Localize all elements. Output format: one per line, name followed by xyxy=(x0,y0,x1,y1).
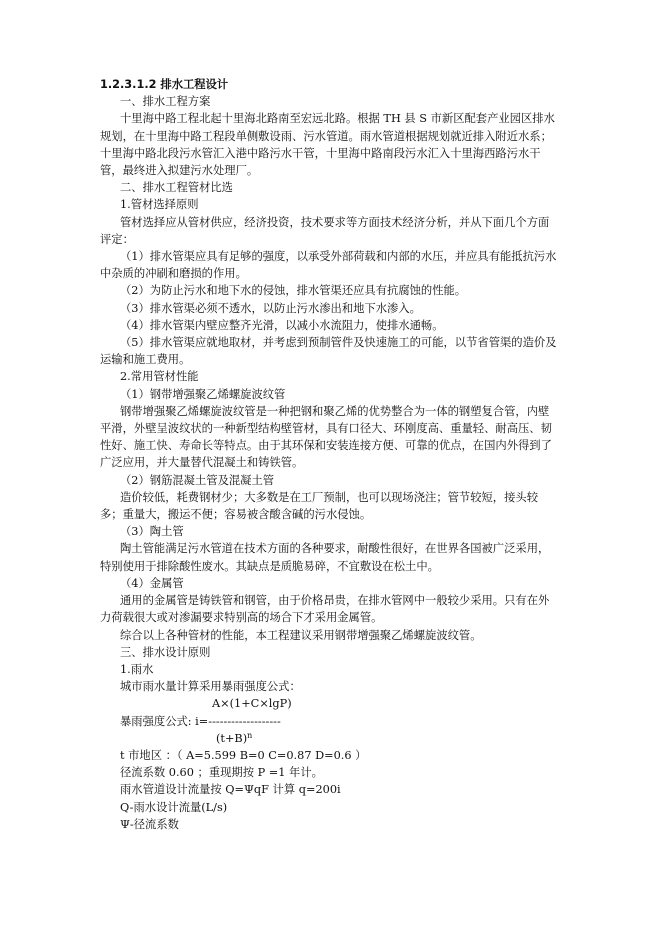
formula-exponent: n xyxy=(247,730,253,740)
material-3-title: （3）陶土管 xyxy=(120,525,184,539)
section-title: 1.2.3.1.2 排水工程设计 xyxy=(100,78,229,91)
parameter-line: t 市地区 ：（ A=5.599 B=0 C=0.87 D=0.6 ） xyxy=(120,748,367,762)
rain-intro: 城市雨水量计算采用暴雨强度公式： xyxy=(120,680,301,694)
heading-drainage-scheme: 一、排水工程方案 xyxy=(120,95,211,109)
q-definition: Q-雨水设计流量(L/s) xyxy=(120,800,228,814)
heading-design-principle: 三、排水设计原则 xyxy=(120,645,211,659)
material-2-text: 造价较低，耗费钢材少；大多数是在工厂预制，也可以现场浇注；管节较短，接头较多；重量大，搬运不便；容易被含酸含碱的污水侵蚀。 xyxy=(100,490,538,522)
formula-denominator-base: (t+B) xyxy=(216,731,248,745)
criterion-1: （1）排水管渠应具有足够的强度，以承受外部荷载和内部的水压，并应具有能抵抗污水中杂质的冲刷和磨损的作用。 xyxy=(100,250,557,281)
criterion-2: （2）为防止污水和地下水的侵蚀，排水管渠还应具有抗腐蚀的性能。 xyxy=(120,284,467,298)
material-1-text: 钢带增强聚乙烯螺旋波纹管是一种把钢和聚乙烯的优势整合为一体的钢塑复合管，内壁平滑，外壁呈波纹状的一种新型结构壁管材，具有口径大、环刚度高、重量轻、耐高压、韧性好、施工快、寿命长等特点。由于其环保和安装连接方便、可靠的优点，在国内外得到了广泛应用，并大量替代混凝土和铸铁管。 xyxy=(100,404,552,470)
material-3-text: 陶土管能满足污水管道在技术方面的各种要求，耐酸性很好，在世界各国被广泛采用，特别使用于排除酸性废水。其缺点是质脆易碎，不宜敷设在松土中。 xyxy=(100,542,550,573)
formula-lhs: 暴雨强度公式: i=------------------- xyxy=(120,714,281,728)
material-4-title: （4）金属管 xyxy=(120,576,184,590)
conclusion: 综合以上各种管材的性能，本工程建议采用钢带增强聚乙烯螺旋波纹管。 xyxy=(120,628,482,642)
criterion-3: （3）排水管渠必须不透水，以防止污水渗出和地下水渗入。 xyxy=(120,301,421,315)
design-flow-line: 雨水管道设计流量按 Q=ΨqF 计算 q=200i xyxy=(120,783,341,797)
formula-denominator xyxy=(100,730,560,747)
formula-numerator: A×(1+C×lgP) xyxy=(212,697,292,711)
subheading-rain: 1.雨水 xyxy=(120,662,154,676)
heading-pipe-comparison: 二、排水工程管材比选 xyxy=(120,181,233,195)
material-2-title: （2）钢筋混凝土管及混凝土管 xyxy=(120,473,275,487)
subheading-materials: 2.常用管材性能 xyxy=(120,370,199,384)
psi-definition: Ψ-径流系数 xyxy=(120,817,179,831)
criterion-4: （4）排水管渠内壁应整齐光滑，以减小水流阻力，使排水通畅。 xyxy=(120,318,444,332)
paragraph-scheme: 十里海中路工程北起十里海北路南至宏远北路。根据 TH 县 S 市新区配套产业园区排水规划，在十里海中路工程段单侧敷设雨、污水管道。雨水管道根据规划就近排入附近水系；十里海中路北段污水管汇入港中路污水干管，十里海中路南段污水汇入十里海西路污水干管，最终进入拟建污水处理厂。 xyxy=(100,112,555,178)
subheading-selection-principle: 1.管材选择原则 xyxy=(120,198,199,212)
criterion-5: （5）排水管渠应就地取材，并考虑到预制管件及快速施工的可能，以节省管渠的造价及运输和施工费用。 xyxy=(100,336,557,367)
document-body xyxy=(100,76,560,833)
paragraph-selection: 管材选择应从管材供应，经济投资，技术要求等方面技术经济分析，并从下面几个方面评定： xyxy=(100,215,550,246)
material-4-text: 通用的金属管是铸铁管和钢管，由于价格昂贵，在排水管网中一般较少采用。只有在外力荷载很大或对渗漏要求特别高的场合下才采用金属管。 xyxy=(100,594,550,625)
runoff-line: 径流系数 0.60 ；重现期按 P =1 年计。 xyxy=(120,766,323,780)
material-1-title: （1）钢带增强聚乙烯螺旋波纹管 xyxy=(120,387,286,401)
